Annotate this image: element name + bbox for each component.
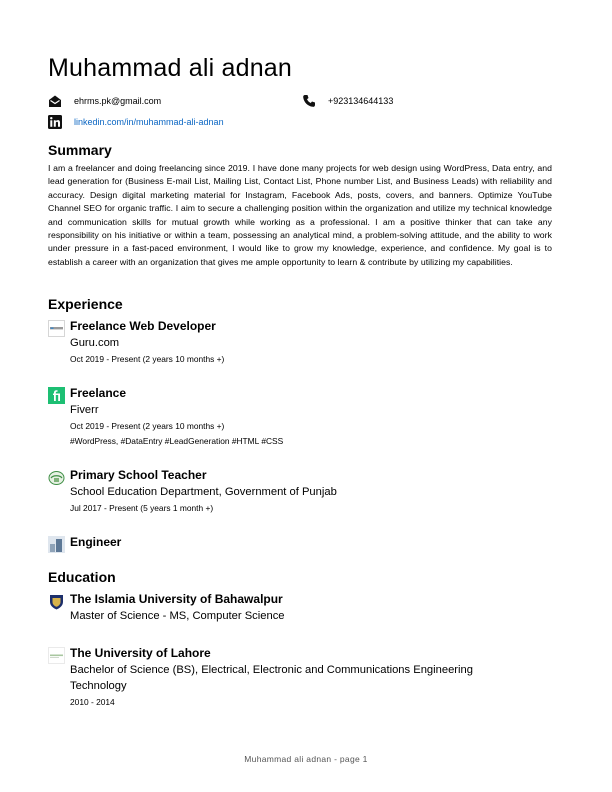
- contact-phone: [302, 94, 393, 108]
- experience-company: School Education Department, Government of Punjab: [70, 486, 337, 498]
- experience-dates: Oct 2019 - Present (2 years 10 months +): [70, 421, 225, 431]
- page-footer: Muhammad ali adnan - page 1: [244, 754, 368, 764]
- education-degree: Bachelor of Science (BS), Electrical, Electronic and Communications Engineering Technology: [70, 664, 473, 692]
- generic-company-logo: [48, 536, 65, 553]
- fiverr-logo: [48, 387, 65, 404]
- experience-company: Fiverr: [70, 404, 99, 416]
- phone-text: +923134644133: [328, 96, 394, 106]
- experience-skills: #WordPress, #DataEntry #LeadGeneration #HTML #CSS: [70, 436, 284, 446]
- punjab-emblem-logo: [48, 469, 65, 486]
- linkedin-link[interactable]: linkedin.com/in/muhammad-ali-adnan: [74, 117, 224, 127]
- experience-title: Freelance: [70, 386, 127, 400]
- experience-company: Guru.com: [70, 337, 120, 349]
- email-text[interactable]: ehrms.pk@gmail.com: [74, 96, 162, 106]
- education-school: The University of Lahore: [70, 646, 211, 660]
- education-degree: Master of Science - MS, Computer Science: [70, 610, 285, 622]
- linkedin-icon: [48, 115, 62, 129]
- education-dates: 2010 - 2014: [70, 697, 115, 707]
- experience-title: Primary School Teacher: [70, 468, 207, 482]
- education-heading: Education: [48, 569, 116, 585]
- education-school: The Islamia University of Bahawalpur: [70, 592, 283, 606]
- experience-dates: Jul 2017 - Present (5 years 1 month +): [70, 503, 214, 513]
- contact-linkedin: [48, 115, 224, 129]
- summary-heading: Summary: [48, 142, 112, 158]
- summary-text: I am a freelancer and doing freelancing since 2019. I have done many projects for web design using WordPress, Data entry, and lead generation for (Business E-mail List, Mailing List, Contact List, Phone number List, and Business Leads) with reliability and accuracy. Design digital marketing material for Instagram, Facebook Ads, posts, covers, and banners. Optimize YouTube Channel SEO for organic traffic. I aim to secure a challenging position within the organization and utilize my technical knowledge and communication skills for mutual growth while working as a professional. I am a positive thinker that can take any responsibility on his initiative or within a team, possessing an analytical mind, a problem-solving attitude, and the ability to work under pressure in a fast-paced environment, I would like to grow my knowledge, experience, and confidence. My goal is to establish a career with an organization that gives me ample opportunity to learn & contribute by utilizing my capabilities.: [48, 163, 552, 267]
- iub-crest-logo: [48, 593, 65, 610]
- envelope-open-icon: [48, 94, 62, 108]
- experience-title: Freelance Web Developer: [70, 319, 216, 333]
- uol-logo: [48, 647, 65, 664]
- profile-name: Muhammad ali adnan: [48, 54, 293, 82]
- experience-title: Engineer: [70, 535, 122, 549]
- contact-email: [48, 94, 161, 108]
- guru-logo: [48, 320, 65, 337]
- phone-icon: [302, 94, 316, 108]
- experience-heading: Experience: [48, 296, 123, 312]
- experience-dates: Oct 2019 - Present (2 years 10 months +): [70, 354, 225, 364]
